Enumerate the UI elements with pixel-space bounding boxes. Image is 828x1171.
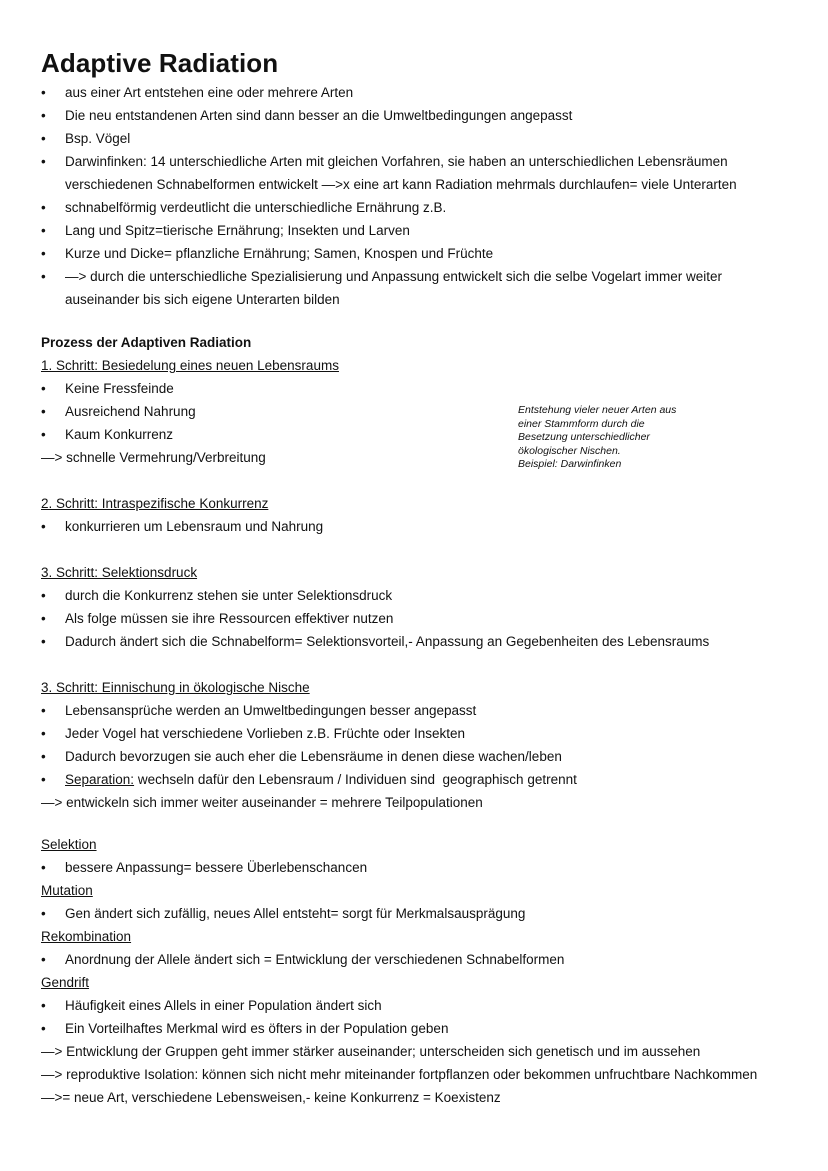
bullet-icon: • xyxy=(41,519,46,534)
list-item: • Jeder Vogel hat verschiedene Vorlieben z.B. Früchte oder Insekten xyxy=(41,722,811,745)
list-item xyxy=(41,768,811,791)
list-item: • Ausreichend Nahrung xyxy=(41,400,811,423)
step-1-conclusion: —> schnelle Vermehrung/Verbreitung xyxy=(41,450,266,465)
list-item: • Darwinfinken: 14 unterschiedliche Arten mit gleichen Vorfahren, sie haben an unterschiedlichen Lebensräumen xyxy=(41,150,811,173)
bullet-icon: • xyxy=(41,634,46,649)
side-note-line: einer Stammform durch die xyxy=(518,417,645,430)
conclusion-line: —> Entwicklung der Gruppen geht immer stärker auseinander; unterscheiden sich genetisch und im aussehen xyxy=(41,1044,701,1059)
list-item: • Keine Fressfeinde xyxy=(41,377,811,400)
step-4-conclusion: —> entwickeln sich immer weiter auseinander = mehrere Teilpopulationen xyxy=(41,795,483,810)
conclusion-line: —> reproduktive Isolation: können sich nicht mehr miteinander fortpflanzen oder bekommen unfruchtbare Nachkommen xyxy=(41,1067,758,1082)
list-item: • Lebensansprüche werden an Umweltbedingungen besser angepasst xyxy=(41,699,811,722)
factor-selektion-title: Selektion xyxy=(41,837,97,852)
list-item: • Die neu entstandenen Arten sind dann besser an die Umweltbedingungen angepasst xyxy=(41,104,811,127)
side-note-line: Beispiel: Darwinfinken xyxy=(518,458,622,471)
bullet-icon: • xyxy=(41,952,46,967)
list-item: • Anordnung der Allele ändert sich = Entwicklung der verschiedenen Schnabelformen xyxy=(41,948,811,971)
list-item: • durch die Konkurrenz stehen sie unter Selektionsdruck xyxy=(41,584,811,607)
bullet-icon: • xyxy=(41,1021,46,1036)
list-item: • schnabelförmig verdeutlicht die unterschiedliche Ernährung z.B. xyxy=(41,196,811,219)
factors-section xyxy=(41,833,811,1109)
bullet-icon: • xyxy=(41,85,46,100)
side-note-line: ökologischer Nischen. xyxy=(518,444,621,457)
bullet-icon: • xyxy=(41,154,46,169)
section-heading: Prozess der Adaptiven Radiation xyxy=(41,335,252,350)
step-2-title: 2. Schritt: Intraspezifische Konkurrenz xyxy=(41,496,269,511)
bullet-icon: • xyxy=(41,404,46,419)
step-4-title: 3. Schritt: Einnischung in ökologische Nische xyxy=(41,680,310,695)
bullet-icon: • xyxy=(41,427,46,442)
list-item-continuation: auseinander bis sich eigene Unterarten bilden xyxy=(65,292,340,307)
bullet-icon: • xyxy=(41,611,46,626)
list-item: • Gen ändert sich zufällig, neues Allel entsteht= sorgt für Merkmalsausprägung xyxy=(41,902,811,925)
side-note-line: Entstehung vieler neuer Arten aus xyxy=(518,404,677,416)
list-item: • Lang und Spitz=tierische Ernährung; Insekten und Larven xyxy=(41,219,811,242)
bullet-icon: • xyxy=(41,381,46,396)
factor-mutation-title: Mutation xyxy=(41,883,93,898)
list-item: • Bsp. Vögel xyxy=(41,127,811,150)
bullet-icon: • xyxy=(41,108,46,123)
separation-text: wechseln dafür den Lebensraum / Individuen sind geographisch getrennt xyxy=(134,772,577,787)
list-item: • bessere Anpassung= bessere Überlebenschancen xyxy=(41,856,811,879)
bullet-icon: • xyxy=(41,906,46,921)
step-3-title: 3. Schritt: Selektionsdruck xyxy=(41,565,198,580)
bullet-icon: • xyxy=(41,772,46,787)
list-item: • aus einer Art entstehen eine oder mehrere Arten xyxy=(41,81,811,104)
side-note xyxy=(518,404,748,472)
bullet-icon: • xyxy=(41,726,46,741)
bullet-icon: • xyxy=(41,200,46,215)
list-item: • Kaum Konkurrenz xyxy=(41,423,811,446)
bullet-icon: • xyxy=(41,131,46,146)
bullet-icon: • xyxy=(41,223,46,238)
bullet-icon: • xyxy=(41,749,46,764)
bullet-icon: • xyxy=(41,588,46,603)
separation-label: Separation: xyxy=(65,772,135,787)
list-item-continuation: verschiedenen Schnabelformen entwickelt —>x eine art kann Radiation mehrmals durchlaufen= viele Unterarten xyxy=(65,177,737,192)
list-item: • konkurrieren um Lebensraum und Nahrung xyxy=(41,515,811,538)
intro-list xyxy=(41,81,811,311)
list-item: • Häufigkeit eines Allels in einer Population ändert sich xyxy=(41,994,811,1017)
conclusion-line: —>= neue Art, verschiedene Lebensweisen,- keine Konkurrenz = Koexistenz xyxy=(41,1090,501,1105)
bullet-icon: • xyxy=(41,703,46,718)
factor-rekombination-title: Rekombination xyxy=(41,929,132,944)
list-item: • —> durch die unterschiedliche Spezialisierung und Anpassung entwickelt sich die selbe Vogelart immer weiter xyxy=(41,265,811,288)
bullet-icon: • xyxy=(41,998,46,1013)
bullet-icon: • xyxy=(41,246,46,261)
list-item: • Dadurch ändert sich die Schnabelform= Selektionsvorteil,- Anpassung an Gegebenheiten des Lebensraums xyxy=(41,630,811,653)
list-item: • Dadurch bevorzugen sie auch eher die Lebensräume in denen diese wachen/leben xyxy=(41,745,811,768)
list-item: • Kurze und Dicke= pflanzliche Ernährung; Samen, Knospen und Früchte xyxy=(41,242,811,265)
side-note-line: Besetzung unterschiedlicher xyxy=(518,431,650,444)
list-item: • Ein Vorteilhaftes Merkmal wird es öfters in der Population geben xyxy=(41,1017,811,1040)
bullet-icon: • xyxy=(41,860,46,875)
factor-gendrift-title: Gendrift xyxy=(41,975,90,990)
list-item: • Als folge müssen sie ihre Ressourcen effektiver nutzen xyxy=(41,607,811,630)
step-1-title: 1. Schritt: Besiedelung eines neuen Lebensraums xyxy=(41,358,339,373)
bullet-icon: • xyxy=(41,269,46,284)
page-title: Adaptive Radiation xyxy=(41,48,279,78)
